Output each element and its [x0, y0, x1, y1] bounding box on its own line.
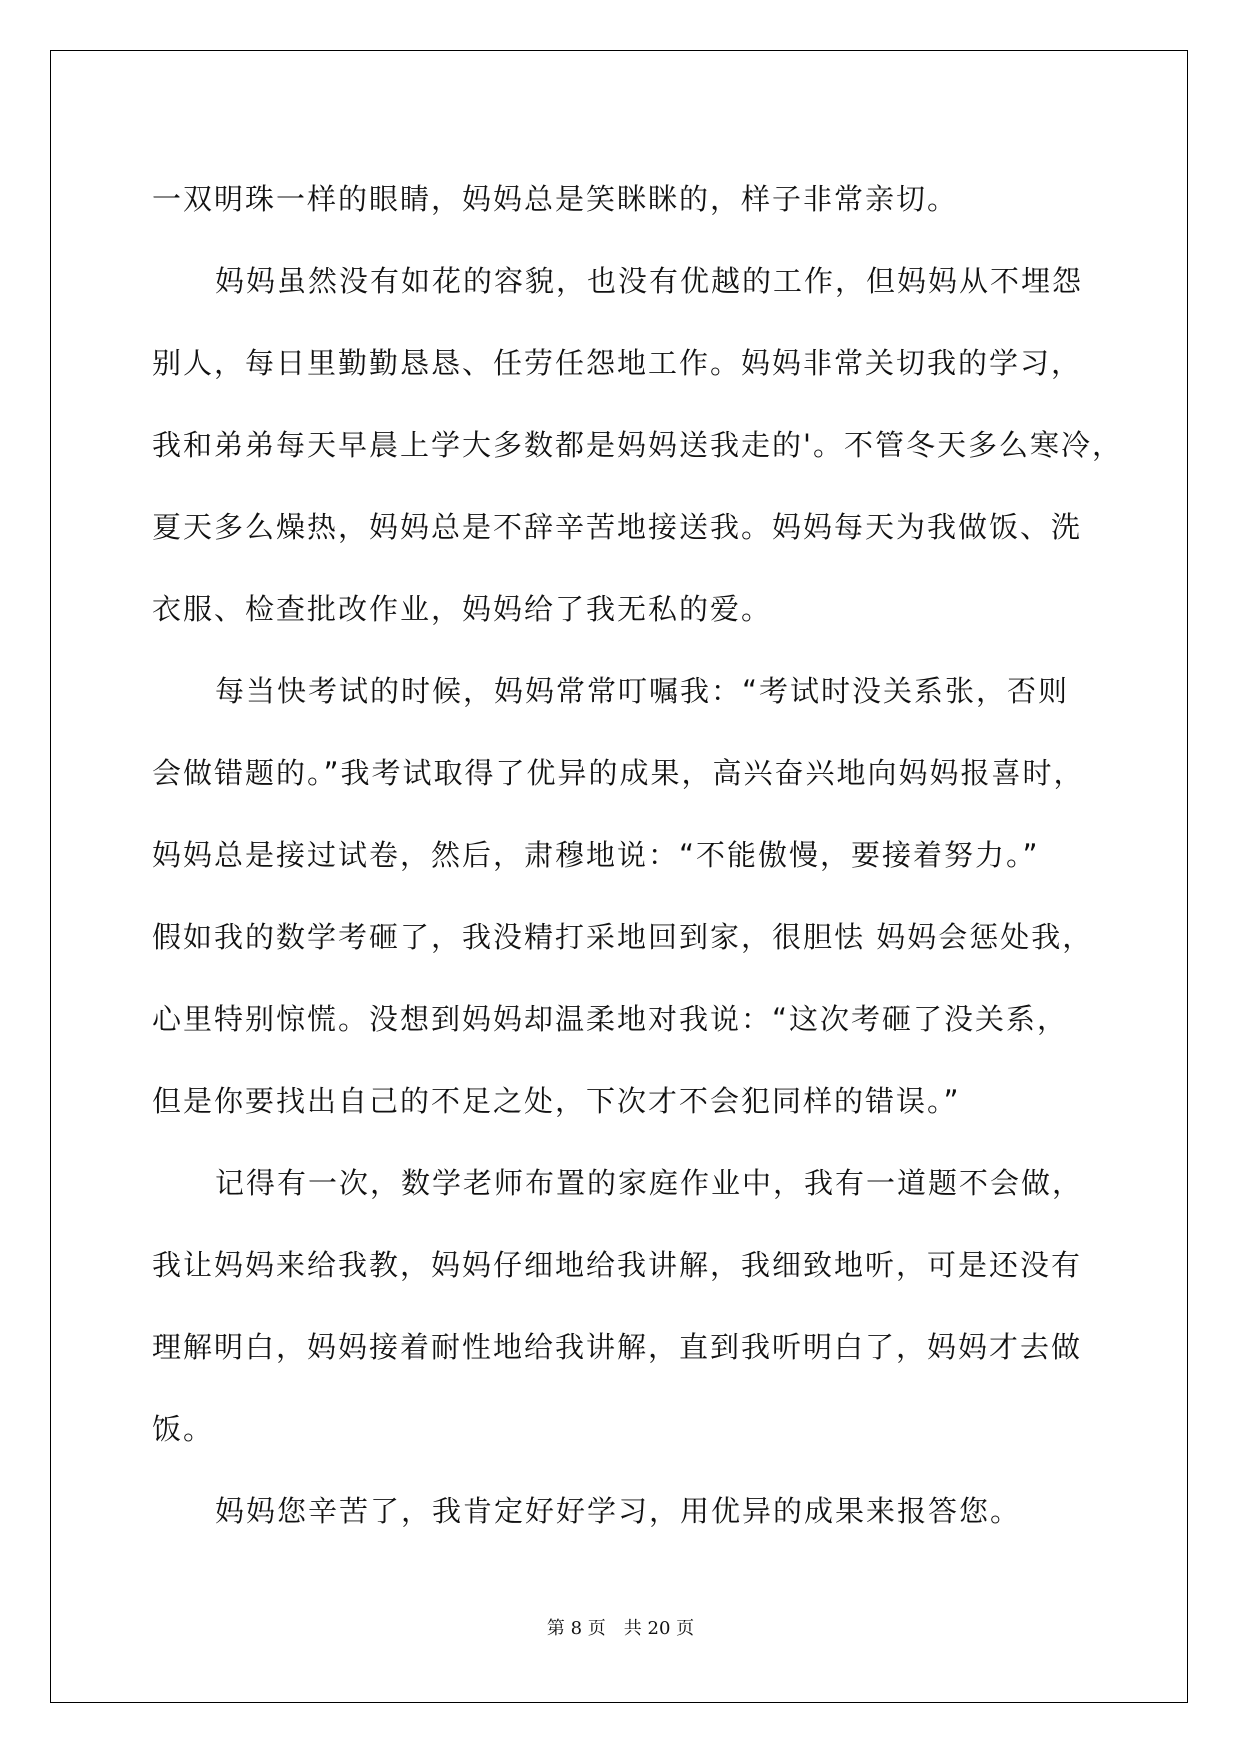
- text-line: 衣服、检查批改作业，妈妈给了我无私的爱。: [152, 592, 773, 626]
- text-line: 饭。: [152, 1412, 215, 1446]
- text-line: 妈妈虽然没有如花的容貌，也没有优越的工作，但妈妈从不埋怨: [215, 264, 1084, 298]
- text-line: 妈妈总是接过试卷，然后，肃穆地说：“不能傲慢，要接着努力。”: [152, 838, 1040, 872]
- text-line: 心里特别惊慌。没想到妈妈却温柔地对我说：“这次考砸了没关系，: [152, 1002, 1069, 1036]
- page-footer: 第 8 页 共 20 页: [546, 1618, 695, 1639]
- text-line: 会做错题的。”我考试取得了优异的成果，高兴奋兴地向妈妈报喜时，: [152, 756, 1085, 790]
- text-line: 理解明白，妈妈接着耐性地给我讲解，直到我听明白了，妈妈才去做: [152, 1330, 1083, 1364]
- text-line: 我和弟弟每天早晨上学大多数都是妈妈送我走的'。不管冬天多么寒冷，: [152, 428, 1123, 462]
- document-body: [152, 158, 1123, 1552]
- text-line: 别人，每日里勤勤恳恳、任劳任怨地工作。妈妈非常关切我的学习，: [152, 346, 1083, 380]
- text-line: 每当快考试的时候，妈妈常常叮嘱我：“考试时没关系张，否则: [215, 674, 1070, 708]
- text-line: 但是你要找出自己的不足之处，下次才不会犯同样的错误。”: [152, 1084, 961, 1118]
- text-line: 假如我的数学考砸了，我没精打采地回到家，很胆怯 妈妈会惩处我，: [152, 920, 1094, 954]
- text-line: 妈妈您辛苦了，我肯定好好学习，用优异的成果来报答您。: [215, 1494, 1022, 1528]
- text-line: 一双明珠一样的眼睛，妈妈总是笑眯眯的，样子非常亲切。: [152, 182, 959, 216]
- text-line: 记得有一次，数学老师布置的家庭作业中，我有一道题不会做，: [215, 1166, 1084, 1200]
- text-line: 夏天多么燥热，妈妈总是不辞辛苦地接送我。妈妈每天为我做饭、洗: [152, 510, 1083, 544]
- text-line: 我让妈妈来给我教，妈妈仔细地给我讲解，我细致地听，可是还没有: [152, 1248, 1083, 1282]
